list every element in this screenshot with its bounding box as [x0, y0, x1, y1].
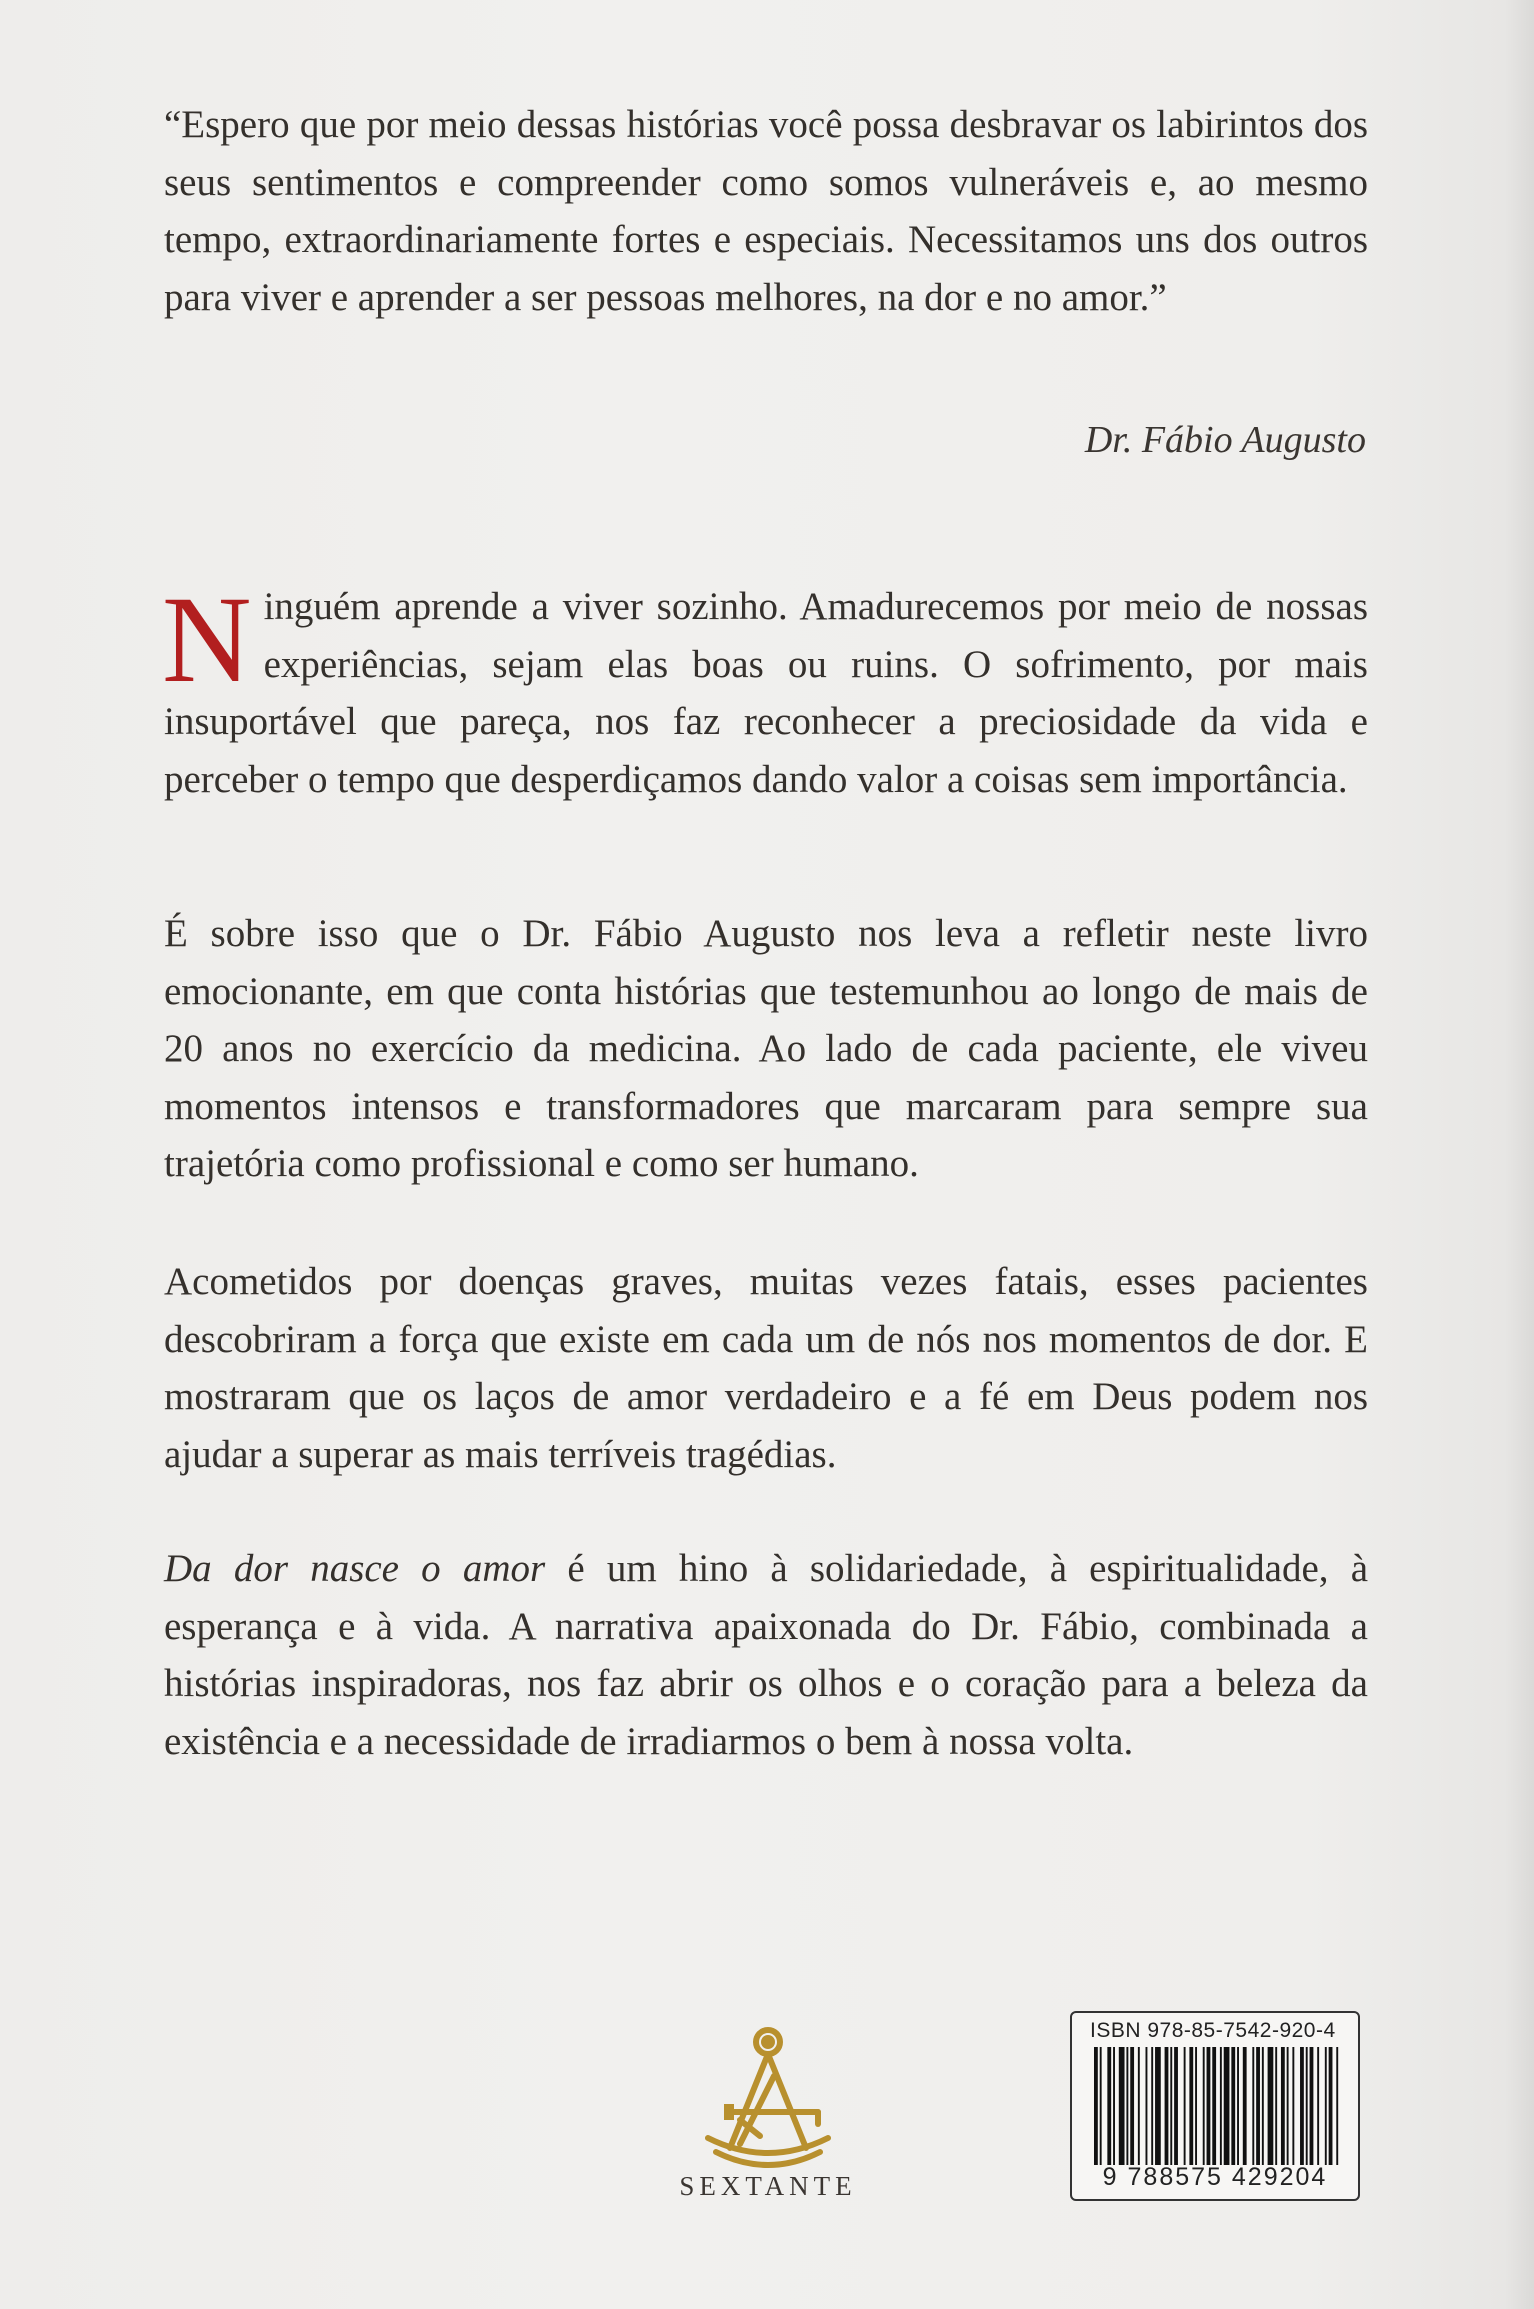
paragraph-4-text: é um hino à solidariedade, à espiritualidade, à esperança e à vida. A narrativa apaixonada do Dr. Fábio, combinada a histórias inspiradoras, nos faz abrir os olhos e o coração para a beleza da existência e a necessidade de irradiarmos o bem à nossa volta. [164, 1547, 1368, 1763]
barcode-bar [1189, 2047, 1193, 2165]
barcode-bars [1094, 2047, 1342, 2165]
barcode-bar [1310, 2047, 1314, 2165]
barcode-bar [1220, 2047, 1222, 2165]
barcode-bar [1174, 2047, 1178, 2165]
paragraph-4 [164, 1540, 1368, 1770]
barcode-bar [1107, 2047, 1111, 2165]
barcode-bar [1287, 2047, 1289, 2165]
barcode-bar [1113, 2047, 1115, 2165]
barcode-bar [1329, 2047, 1333, 2165]
barcode-bar [1138, 2047, 1140, 2165]
barcode-bar [1224, 2047, 1230, 2165]
barcode-bar [1130, 2047, 1134, 2165]
barcode-bar [1207, 2047, 1211, 2165]
barcode-bar [1281, 2047, 1285, 2165]
barcode-bar [1094, 2047, 1098, 2165]
paragraph-3: Acometidos por doenças graves, muitas vezes fatais, esses pacientes descobriram a força que existe em cada um de nós nos momentos de dor. E mostraram que os laços de amor verdadeiro e a fé em Deus podem nos ajudar a superar as mais terríveis tragédias. [164, 1260, 1368, 1476]
barcode-bar [1243, 2047, 1247, 2165]
barcode-bar [1325, 2047, 1327, 2165]
cover-edge-shadow [1504, 0, 1534, 2309]
epigraph-author: Dr. Fábio Augusto [1084, 419, 1366, 461]
barcode-bar [1275, 2047, 1277, 2165]
isbn-barcode [1070, 2011, 1360, 2201]
barcode-bar [1262, 2047, 1264, 2165]
paragraph-1-text: inguém aprende a viver sozinho. Amadurecemos por meio de nossas experiências, sejam elas boas ou ruins. O sofrimento, por mais insuportável que pareça, nos faz reconhecer a preciosidade da vida e perceber o tempo que desperdiçamos dando valor a coisas sem importância. [164, 585, 1368, 801]
barcode-bar [1155, 2047, 1161, 2165]
barcode-bar [1151, 2047, 1153, 2165]
barcode-bar [1306, 2047, 1308, 2165]
barcode-bar [1237, 2047, 1239, 2165]
barcode-bar [1119, 2047, 1125, 2165]
barcode-bar [1126, 2047, 1128, 2165]
barcode-bar [1268, 2047, 1274, 2165]
barcode-bar [1317, 2047, 1319, 2165]
publisher-name: SEXTANTE [679, 2171, 857, 2201]
barcode-bar [1336, 2047, 1338, 2165]
barcode-bar [1292, 2047, 1294, 2165]
barcode-bar [1252, 2047, 1254, 2165]
barcode-bar [1203, 2047, 1205, 2165]
barcode-bar [1231, 2047, 1235, 2165]
paragraph-1 [162, 571, 1368, 808]
barcode-digits: 9 788575 429204 [1102, 2163, 1328, 2191]
barcode-bar [1165, 2047, 1169, 2165]
barcode-bar [1170, 2047, 1172, 2165]
barcode-bar [1100, 2047, 1102, 2165]
barcode-bar [1184, 2047, 1186, 2165]
epigraph-quote: “Espero que por meio dessas histórias você possa desbravar os labirintos dos seus sentimentos e compreender como somos vulneráveis e, ao mesmo tempo, extraordinariamente fortes e especiais. Necessitamos uns dos outros para viver e aprender a ser pessoas melhores, na dor e no amor.” [164, 103, 1368, 319]
barcode-bar [1256, 2047, 1260, 2165]
barcode-bar [1212, 2047, 1216, 2165]
barcode-bar [1300, 2047, 1304, 2165]
drop-cap: N [162, 571, 252, 708]
book-title-italic: Da dor nasce o amor [164, 1547, 546, 1590]
barcode-bar [1195, 2047, 1197, 2165]
isbn-label: ISBN 978-85-7542-920-4 [1090, 2019, 1336, 2042]
paragraph-2: É sobre isso que o Dr. Fábio Augusto nos leva a refletir neste livro emocionante, em que conta histórias que testemunhou ao longo de mais de 20 anos no exercício da medicina. Ao lado de cada paciente, ele viveu momentos intensos e transformadores que marcaram para sempre sua trajetória como profissional e como ser humano. [164, 912, 1368, 1185]
barcode-bar [1146, 2047, 1148, 2165]
